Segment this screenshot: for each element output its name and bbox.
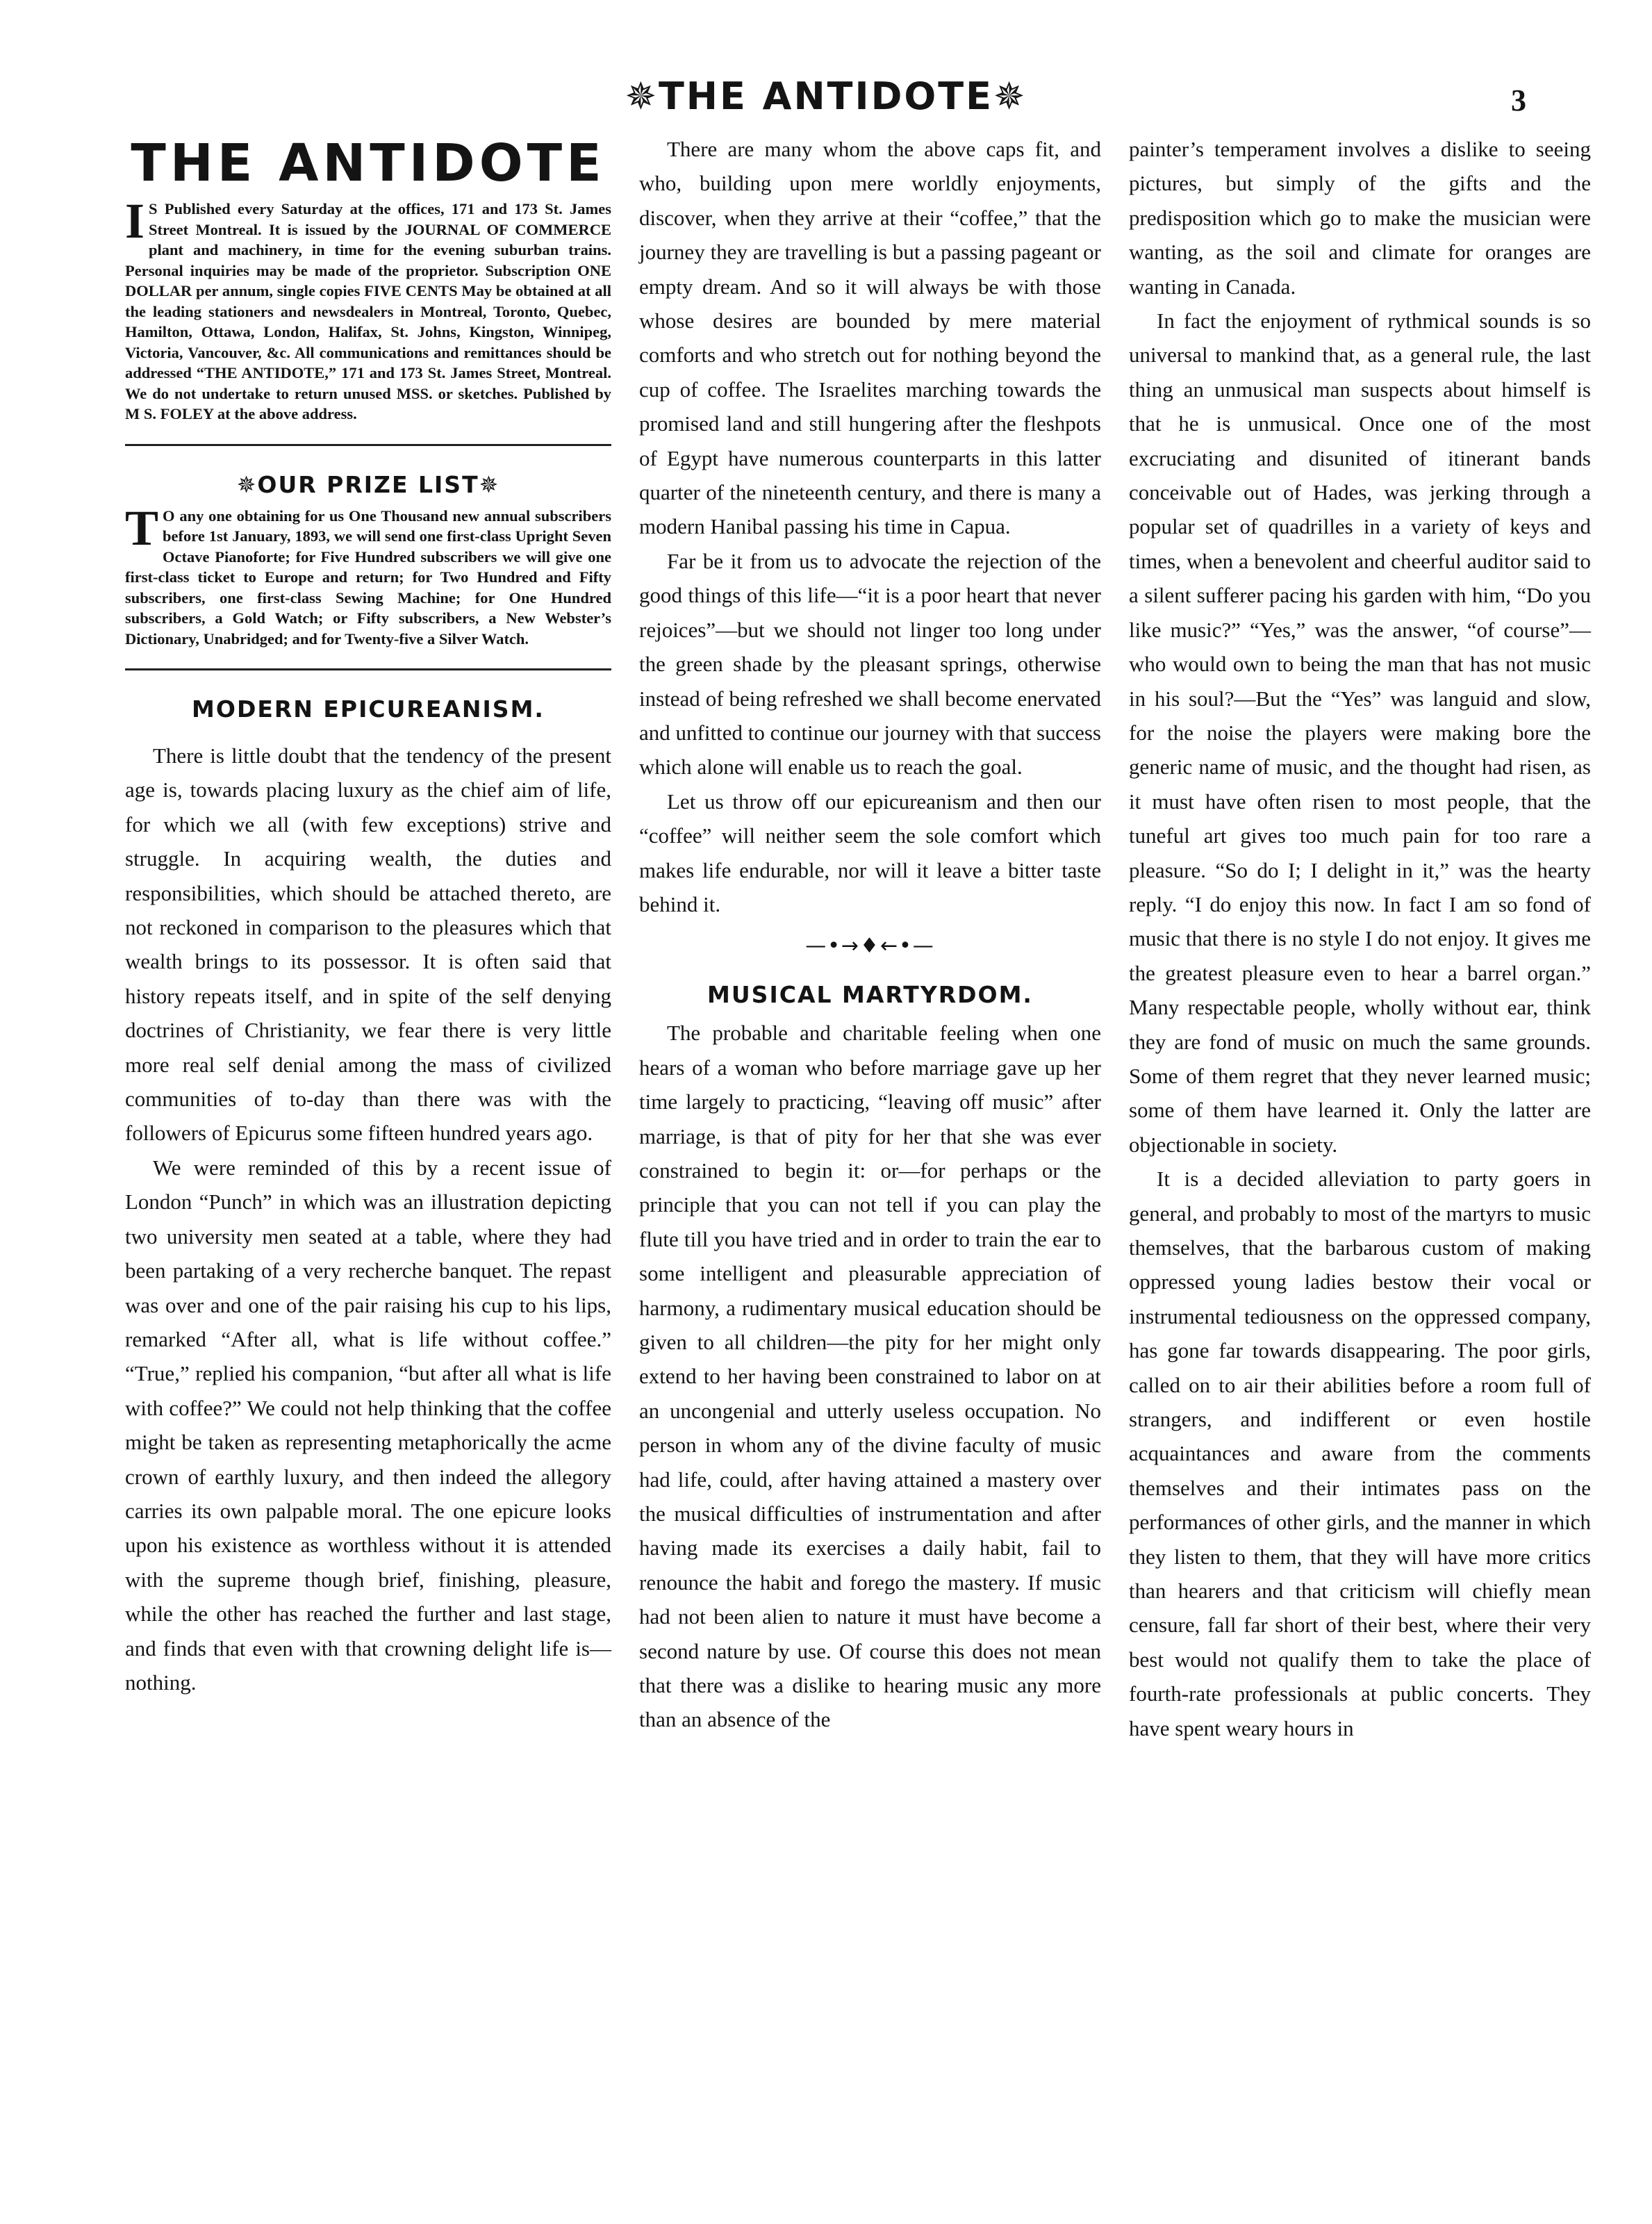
article-paragraph: It is a decided alleviation to party goers in general, and probably to most of the martyrs to music themselves, that the barbarous custom of making oppressed young ladies bestow their vocal or instrumental tediousness on the oppressed company, has gone far towards disappearing. The poor girls, called on to air their abilities before a room full of strangers, and indifferent or even hostile acquaintances and aware from the comments themselves and their intimates pass on the performances of other girls, and the manner in which they listen to them, that they will have more critics than hearers and that criticism will chiefly mean censure, fall far short of their best, where their very best would not qualify them to take the place of fourth-rate professionals at public concerts. They have spent weary hours in — [1129, 1167, 1591, 1740]
column-left — [125, 132, 611, 1699]
article-paragraph: Let us throw off our epicureanism and then our “coffee” will neither seem the sole comfort which makes life endurable, nor will it leave a bitter taste behind it. — [639, 789, 1101, 916]
article-paragraph: painter’s temperament involves a dislike to seeing pictures, but simply of the gifts and the predisposition which go to make the musician were wanting, as the soil and climate for oranges are wanting in Canada. — [1129, 137, 1591, 299]
prize-list-heading: ✵OUR PRIZE LIST✵ — [236, 470, 500, 498]
article-paragraph: Far be it from us to advocate the rejection of the good things of this life—“it is a poor heart that never rejoices”—but we should not linger too long under the green shade by the pleasant springs, otherwise instead of being refreshed we shall become enervated and unfitted to continue our journey with that success which alone will enable us to reach the goal. — [639, 548, 1101, 780]
article-heading-epicureanism: MODERN EPICUREANISM. — [192, 695, 545, 723]
section-ornament: —•→♦←•— — [805, 934, 935, 959]
column-right — [1129, 132, 1591, 1745]
running-title: ✵THE ANTIDOTE✵ — [625, 74, 1027, 118]
masthead — [0, 72, 1652, 128]
prize-list-notice — [125, 500, 611, 650]
page-number: 3 — [1511, 83, 1526, 117]
prize-text: O any one obtaining for us One Thousand new annual subscribers before 1st January, 1893, we will send one first-class Upright Seven Octave Pianoforte; for Five Hundred subscribers we will give one first-class ticket to Europe and return; for Two Hundred and Fifty subscribers, one first-class Sewing Machine; for One Hundred subscribers, a Gold Watch; or Fifty subscribers, a New Webster’s Dictionary, Unabridged; and for Twenty-five a Silver Watch. — [125, 506, 611, 648]
publication-notice — [125, 193, 611, 425]
newspaper-title: THE ANTIDOTE — [131, 133, 606, 193]
column-middle — [639, 132, 1101, 1737]
article-paragraph: There is little doubt that the tendency of the present age is, towards placing luxury as the chief aim of life, for which we all (with few exceptions) strive and struggle. In acquiring wealth, the duties and responsibilities, which should be attached thereto, are not reckoned in comparison to the pleasures which that wealth brings to its possessor. It is often said that history repeats itself, and in spite of the self denying doctrines of Christianity, we fear there is very little more real self denial among the mass of civilized communities of to-day than there was with the followers of Epicurus some fifteen hundred years ago. — [125, 743, 611, 1146]
notice-dropcap: I — [125, 193, 145, 249]
prize-dropcap: T — [125, 500, 159, 556]
article-paragraph: The probable and charitable feeling when one hears of a woman who before marriage gave up her time largely to practicing, “leaving off music” after marriage, is that of pity for her that she was ever constrained to begin it: or—for perhaps or the principle that you can not tell if you can play the flute till you have tried and in order to train the ear to some intelligent and pleasurable appreciation of harmony, a rudimentary musical education should be given to all children—the pity for her might only extend to her having been constrained to labor on at an uncongenial and utterly useless occupation. No person in whom any of the divine faculty of music had life, could, after having attained a mastery over the musical difficulties of instrumentation and after having made its exercises a daily habit, fail to renounce the habit and forego the mastery. If music had not been alien to nature it must have become a second nature by use. Of course this does not mean that there was a dislike to hearing music any more than an absence of the — [639, 1021, 1101, 1732]
divider-rule — [125, 444, 611, 446]
notice-text: S Published every Saturday at the offices, 171 and 173 St. James Street Montreal. It is issued by the JOURNAL OF COMMERCE plant and machinery, in time for the evening suburban trains. Personal inquiries may be made of the proprietor. Subscription ONE DOLLAR per annum, single copies FIVE CENTS May be obtained at all the leading stationers and newsdealers in Montreal, Toronto, Quebec, Hamilton, Ottawa, London, Halifax, St. Johns, Kingston, Winnipeg, Victoria, Vancouver, &c. All communications and remittances should be addressed “THE ANTIDOTE,” 171 and 173 St. James Street, Montreal. We do not undertake to return unused MSS. or sketches. Published by M S. FOLEY at the above address. — [125, 200, 611, 422]
divider-rule — [125, 668, 611, 670]
article-paragraph: We were reminded of this by a recent issue of London “Punch” in which was an illustration depicting two university men seated at a table, where they had been partaking of a very recherche banquet. The repast was over and one of the pair raising his cup to his lips, remarked “After all, what is life without coffee.” “True,” replied his companion, “but after all what is life with coffee?” We could not help thinking that the coffee might be taken as representing metaphorically the acme crown of earthly luxury, and then indeed the allegory carries its own palpable moral. The one epicure looks upon his existence as worthless without it is attended with the supreme though brief, finishing, pleasure, while the other has reached the further and last stage, and finds that even with that crowning delight life is—nothing. — [125, 1155, 611, 1695]
article-paragraph: In fact the enjoyment of rythmical sounds is so universal to mankind that, as a general rule, the last thing an unmusical man suspects about himself is that he is unmusical. Once one of the most excruciating and disunited of itinerant bands conceivable out of Hades, was jerking through a popular set of quadrilles in a variety of keys and times, when a benevolent and cheerful auditor said to a silent sufferer pacing his garden with him, “Do you like music?” “Yes,” was the answer, “of course”—who would own to being the man that has not music in his soul?—But the “Yes” was languid and slow, for the noise the players were making bore the generic name of music, and the thought had risen, as it must have often risen to most people, that the tuneful art gives too much pain for too rare a pleasure. “So do I; I delight in it,” was the hearty reply. “I do enjoy this now. In fact I am so fond of music that there is no style I do not enjoy. It gives me the greatest pleasure even to hear a barrel organ.” Many respectable people, wholly without ear, think they are fond of music on much the same grounds. Some of them regret that they never learned music; some of them have learned it. Only the latter are objectionable in society. — [1129, 308, 1591, 1157]
article-heading-musical-martyrdom: MUSICAL MARTYRDOM. — [707, 981, 1033, 1009]
article-paragraph: There are many whom the above caps fit, and who, building upon mere worldly enjoyments, discover, when they arrive at their “coffee,” that the journey they are travelling is but a passing pageant or empty dream. And so it will always be with those whose desires are bounded by mere material comforts and who stretch out for nothing beyond the cup of coffee. The Israelites marching towards the promised land and still hungering after the fleshpots of Egypt have numerous counterparts in this latter quarter of the nineteenth century, and there is many a modern Hanibal passing his time in Capua. — [639, 137, 1101, 539]
